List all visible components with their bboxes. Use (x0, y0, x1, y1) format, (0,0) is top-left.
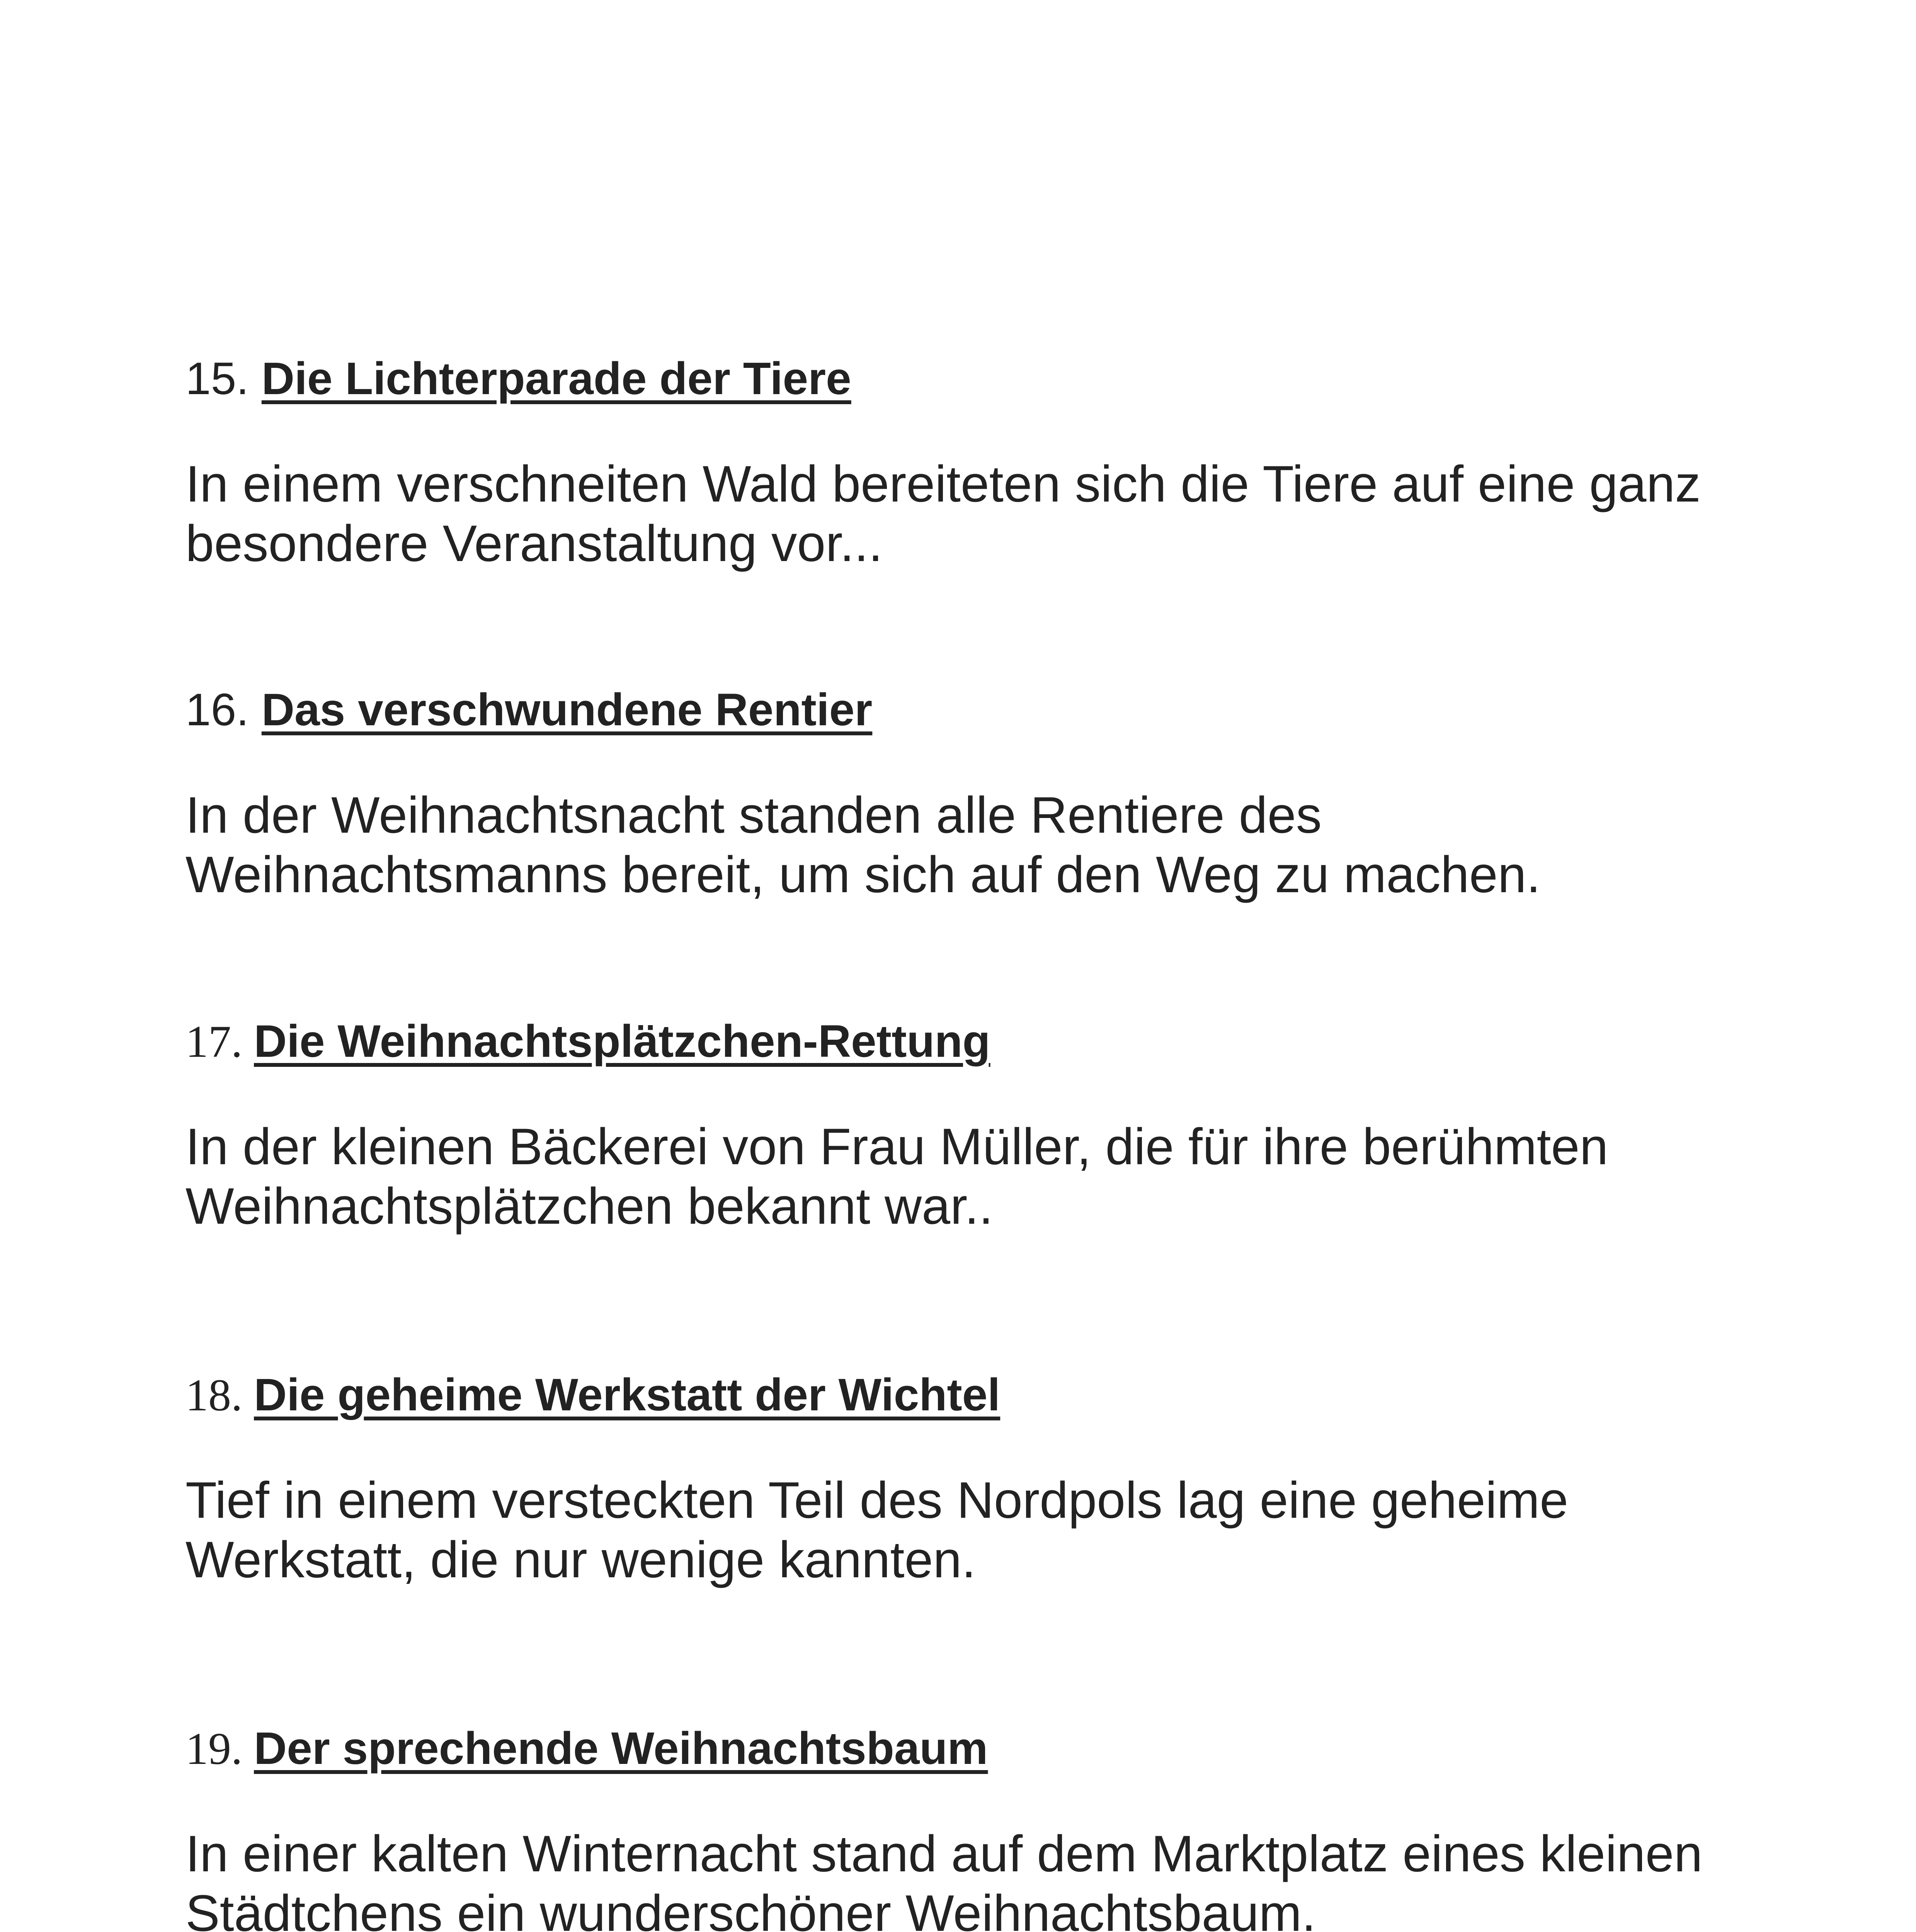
story-number: 19. (185, 1723, 254, 1774)
story-heading (185, 681, 1770, 739)
story-teaser-line: In der Weihnachtsnacht standen alle Rentiere des (185, 787, 1322, 844)
story-teaser (185, 1824, 1770, 1932)
story-teaser-line: besondere Veranstaltung vor... (185, 515, 883, 572)
story-teaser-line: Weihnachtsmanns bereit, um sich auf den Weg zu machen. (185, 846, 1541, 903)
story-heading (185, 1012, 1770, 1071)
story-heading (185, 1719, 1770, 1778)
story-teaser-line: In einer kalten Winternacht stand auf dem Marktplatz eines kleinen (185, 1825, 1703, 1883)
story-teaser-line: In einem verschneiten Wald bereiteten sich die Tiere auf eine ganz (185, 456, 1701, 513)
story-title: Die Lichterparade der Tiere (261, 353, 851, 404)
story-title: Die geheime Werkstatt der Wichtel (254, 1369, 1001, 1420)
story-number: 17. (185, 1016, 254, 1067)
story-number: 18. (185, 1370, 254, 1420)
story-entry-15 (185, 350, 1770, 573)
story-title: Das verschwundene Rentier (261, 684, 873, 735)
story-number: 15. (185, 353, 262, 404)
story-entry-17 (185, 1012, 1770, 1236)
story-teaser (185, 786, 1770, 905)
story-teaser-line: In der kleinen Bäckerei von Frau Müller, die für ihre berühmten (185, 1118, 1608, 1175)
story-teaser (185, 1117, 1770, 1236)
story-teaser-line: Tief in einem versteckten Teil des Nordpols lag eine geheime (185, 1472, 1569, 1529)
story-teaser (185, 1471, 1770, 1590)
story-title: Der sprechende Weihnachtsbaum (254, 1723, 988, 1774)
story-heading (185, 1366, 1770, 1424)
story-teaser-line: Werkstatt, die nur wenige kannten. (185, 1531, 976, 1588)
story-teaser (185, 454, 1770, 573)
story-entry-18 (185, 1366, 1770, 1590)
story-teaser-line: Städtchens ein wunderschöner Weihnachtsbaum. (185, 1885, 1316, 1932)
story-title: Die Weihnachtsplätzchen-Rettung (254, 1016, 990, 1067)
story-entry-19 (185, 1719, 1770, 1932)
story-teaser-line: Weihnachtsplätzchen bekannt war.. (185, 1178, 993, 1235)
story-number: 16. (185, 684, 262, 735)
story-heading (185, 350, 1770, 408)
story-entry-16 (185, 681, 1770, 905)
